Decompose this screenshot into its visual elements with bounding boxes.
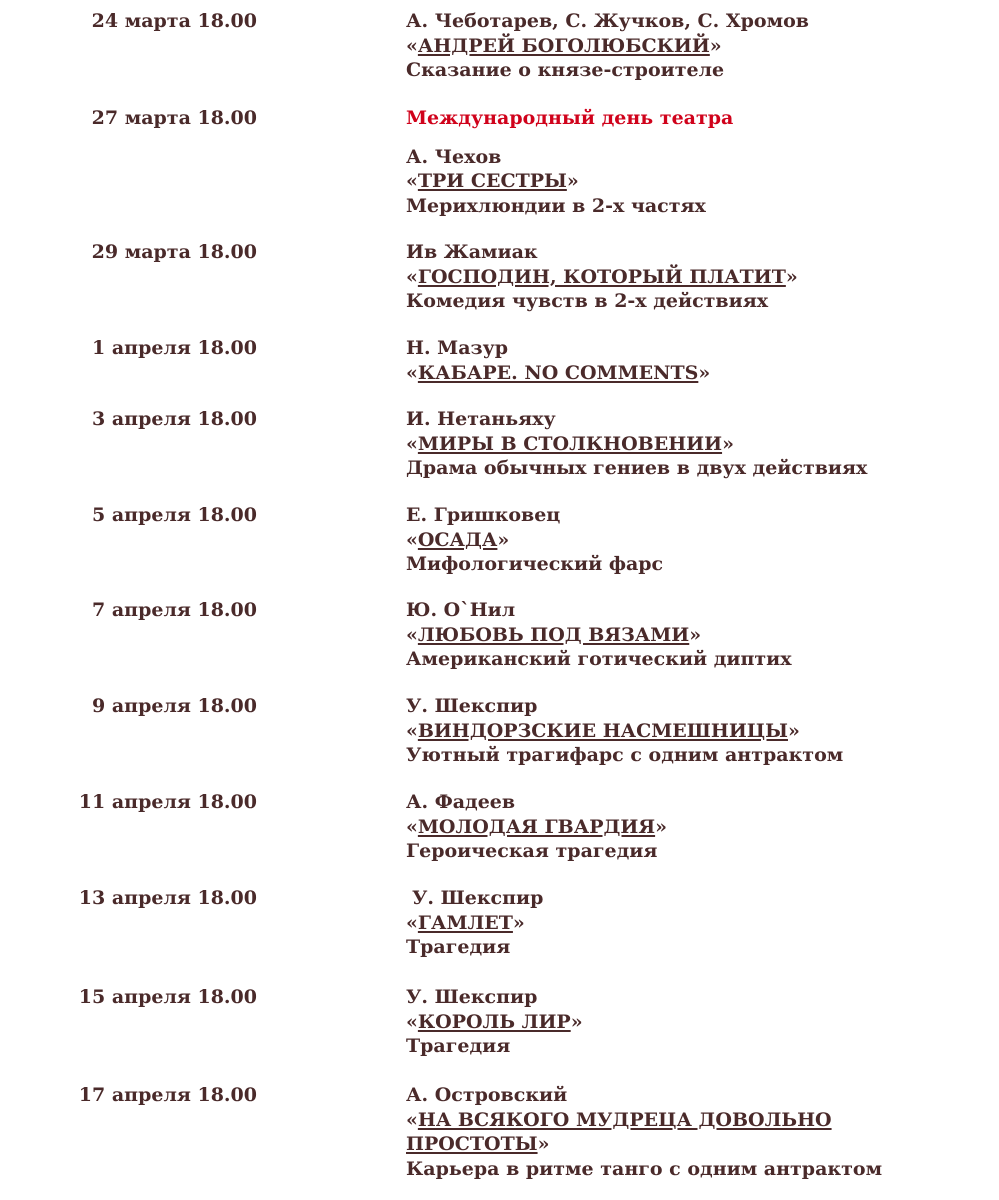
performance-date: 1 апреля 18.00 [92, 337, 257, 359]
performance-author: А. Чехов [406, 145, 502, 168]
performance-author: У. Шекспир [406, 986, 538, 1008]
performance-date: 11 апреля 18.00 [78, 791, 257, 813]
performance-details [406, 694, 966, 768]
performance-title: «МИРЫ В СТОЛКНОВЕНИИ» [406, 432, 734, 455]
performance-date: 5 апреля 18.00 [92, 504, 257, 526]
performance-author: Ив Жамиак [406, 241, 538, 263]
performance-genre: Трагедия [406, 936, 511, 958]
performance-title: «ГАМЛЕТ» [406, 911, 525, 934]
performance-author: Е. Гришковец [406, 504, 561, 526]
performance-author: Ю. О`Нил [406, 599, 516, 621]
special-event-label: Международный день театра [406, 107, 734, 129]
performance-genre: Драма обычных гениев в двух действиях [406, 457, 868, 479]
performance-title: «КАБАРЕ. NO COMMENTS» [406, 361, 711, 384]
performance-details [406, 336, 966, 385]
performance-genre: Карьера в ритме танго с одним антрактом [406, 1157, 883, 1180]
performance-author: И. Нетаньяху [406, 408, 556, 430]
performance-genre: Мифологический фарс [406, 553, 664, 575]
performance-details [406, 598, 966, 672]
performance-details [406, 106, 966, 218]
performance-genre: Трагедия [406, 1035, 511, 1057]
performance-date: 17 апреля 18.00 [78, 1084, 257, 1106]
performance-title: «МОЛОДАЯ ГВАРДИЯ» [406, 815, 667, 838]
performance-date: 13 апреля 18.00 [78, 887, 257, 909]
performance-genre: Мерихлюндии в 2-х частях [406, 194, 706, 217]
performance-title-continued: ПРОСТОТЫ» [406, 1133, 550, 1155]
performance-date: 15 апреля 18.00 [78, 986, 257, 1008]
performance-title: «ВИНДОРЗСКИЕ НАСМЕШНИЦЫ» [406, 719, 800, 742]
performance-author: Н. Мазур [406, 337, 509, 359]
performance-details [406, 1083, 966, 1181]
performance-author: А. Фадеев [406, 791, 516, 813]
performance-details [406, 790, 966, 864]
performance-title: «ГОСПОДИН, КОТОРЫЙ ПЛАТИТ» [406, 265, 798, 288]
performance-genre: Сказание о князе-строителе [406, 59, 725, 81]
performance-author: А. Островский [406, 1084, 568, 1106]
performance-details [406, 985, 966, 1059]
performance-date: 29 марта 18.00 [91, 241, 257, 263]
performance-title: «КОРОЛЬ ЛИР» [406, 1010, 583, 1033]
performance-author: У. Шекспир [412, 887, 544, 909]
performance-author: А. Чеботарев, С. Жучков, С. Хромов [406, 10, 809, 32]
performance-genre: Уютный трагифарс с одним антрактом [406, 744, 844, 766]
performance-title: «АНДРЕЙ БОГОЛЮБСКИЙ» [406, 34, 722, 57]
performance-details [406, 407, 966, 481]
performance-date: 27 марта 18.00 [91, 107, 257, 129]
performance-date: 3 апреля 18.00 [92, 408, 257, 430]
performance-date: 9 апреля 18.00 [92, 695, 257, 717]
performance-title: «ТРИ СЕСТРЫ» [406, 170, 579, 192]
performance-genre: Героическая трагедия [406, 840, 658, 862]
performance-details [406, 240, 966, 314]
performance-details [406, 9, 966, 83]
performance-details [406, 886, 966, 960]
performance-title: «НА ВСЯКОГО МУДРЕЦА ДОВОЛЬНО [406, 1108, 832, 1131]
performance-title: «ЛЮБОВЬ ПОД ВЯЗАМИ» [406, 623, 702, 646]
performance-genre: Комедия чувств в 2-х действиях [406, 290, 769, 312]
performance-details [406, 503, 966, 577]
performance-date: 7 апреля 18.00 [92, 599, 257, 621]
performance-title: «ОСАДА» [406, 528, 510, 551]
performance-genre: Американский готический диптих [406, 648, 792, 670]
performance-date: 24 марта 18.00 [91, 10, 257, 32]
performance-author: У. Шекспир [406, 695, 538, 717]
